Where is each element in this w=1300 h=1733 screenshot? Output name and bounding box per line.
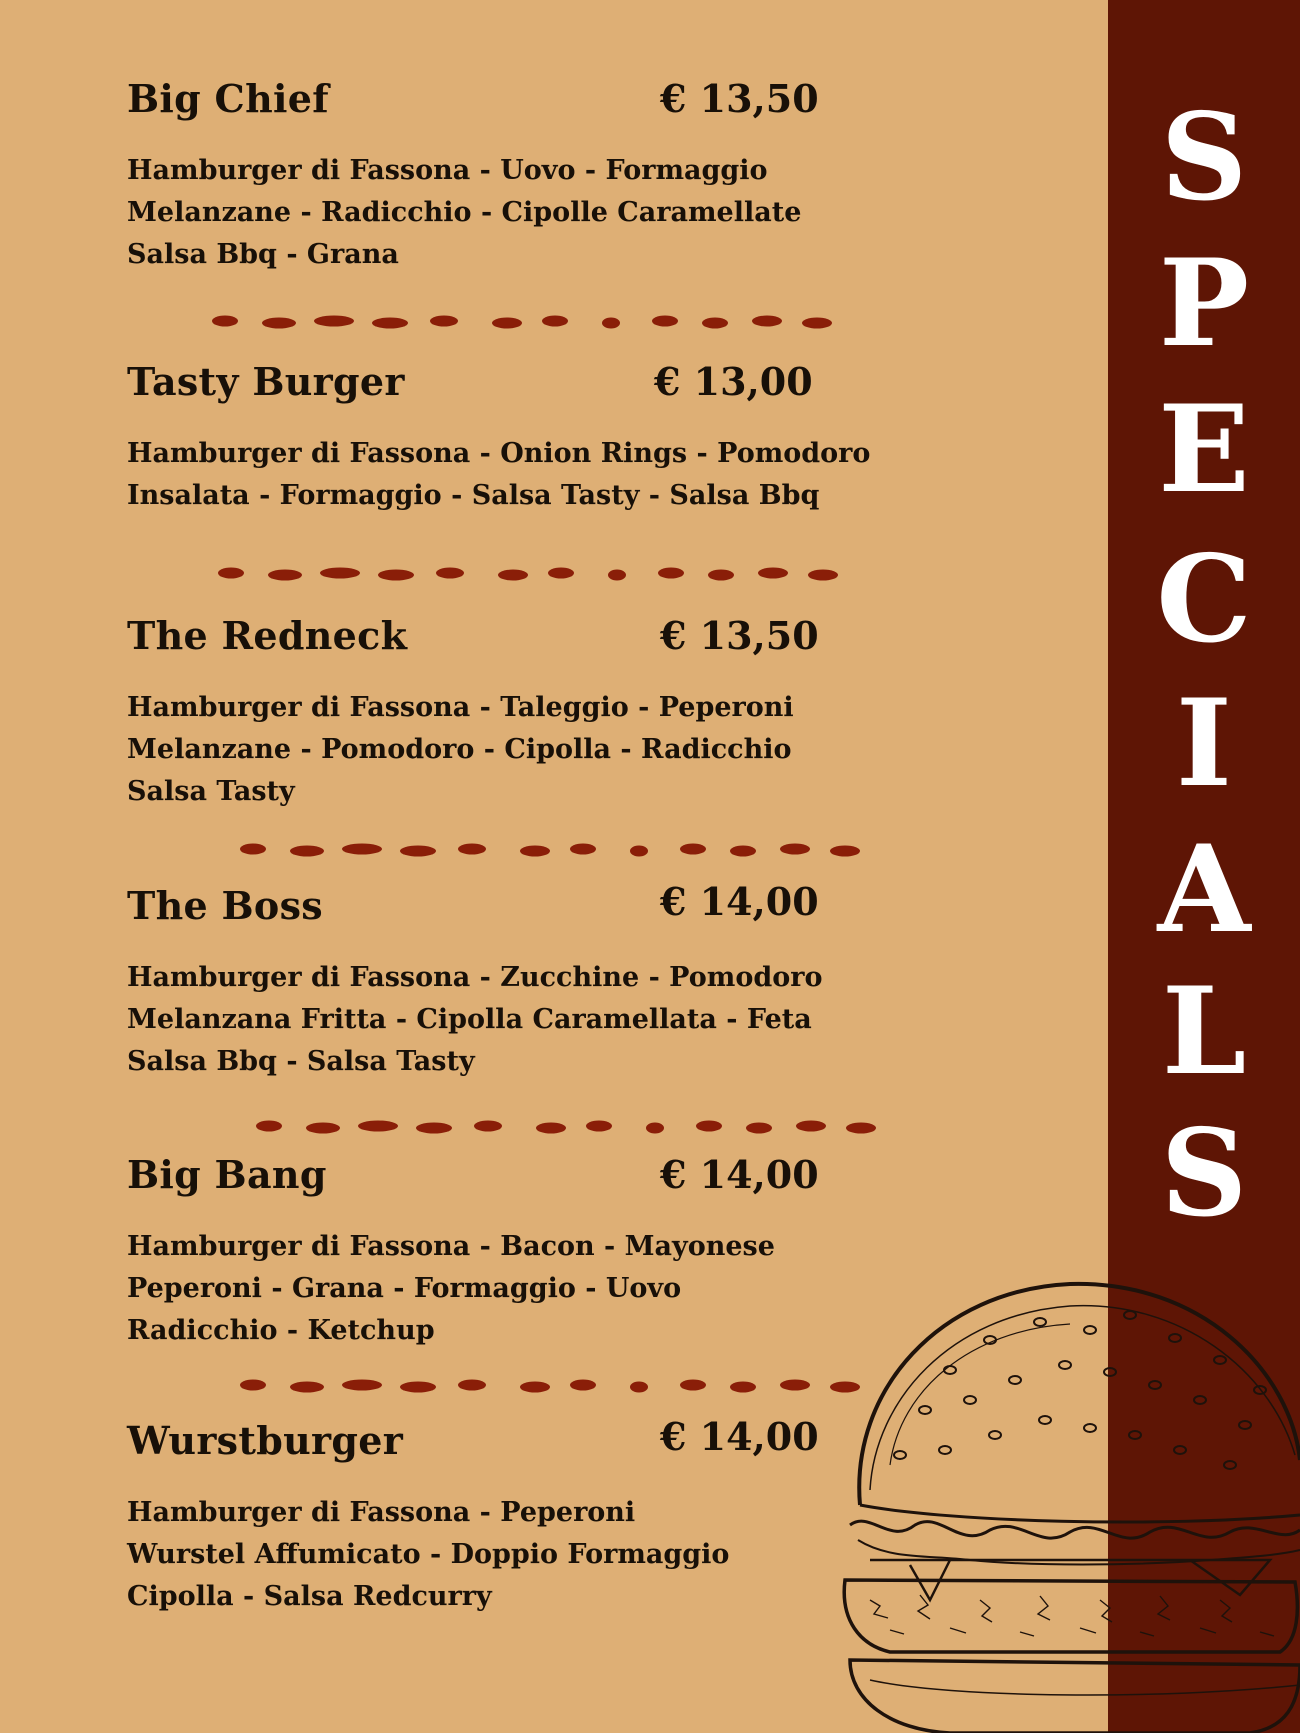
brush-dash xyxy=(780,844,810,855)
description-line: Hamburger di Fassona - Onion Rings - Pomodoro xyxy=(127,438,871,469)
brush-dash xyxy=(378,570,414,581)
description-line: Melanzane - Pomodoro - Cipolla - Radicchio xyxy=(127,734,792,765)
specials-letter: P xyxy=(1158,233,1250,374)
brush-dash xyxy=(548,568,574,579)
brush-dash xyxy=(708,570,734,581)
brush-dash xyxy=(730,1382,756,1393)
menu-item-price: € 13,50 xyxy=(660,76,819,121)
brush-dash-divider xyxy=(212,310,842,334)
brush-dash xyxy=(218,568,244,579)
brush-dash xyxy=(436,568,464,579)
description-line: Salsa Bbq - Salsa Tasty xyxy=(127,1046,475,1077)
brush-dash xyxy=(400,846,436,857)
description-line: Insalata - Formaggio - Salsa Tasty - Salsa Bbq xyxy=(127,480,820,511)
brush-dash xyxy=(498,570,528,581)
brush-dash-divider xyxy=(240,1374,870,1398)
burger-illustration-icon xyxy=(830,1260,1300,1733)
menu-item-description xyxy=(127,433,870,517)
menu-item-description xyxy=(127,687,794,813)
description-line: Melanzane - Radicchio - Cipolle Caramellate xyxy=(127,197,802,228)
brush-dash xyxy=(802,318,832,329)
brush-dash xyxy=(570,844,596,855)
brush-dash xyxy=(430,316,458,327)
brush-dash-divider xyxy=(240,838,870,862)
brush-dash xyxy=(342,844,382,855)
brush-dash xyxy=(416,1123,452,1134)
brush-dash xyxy=(680,1380,706,1391)
brush-dash xyxy=(830,846,860,857)
specials-letter: S xyxy=(1160,87,1248,228)
brush-dash xyxy=(458,844,486,855)
brush-dash xyxy=(268,570,302,581)
brush-dash xyxy=(586,1121,612,1132)
brush-dash xyxy=(358,1121,398,1132)
description-line: Melanzana Fritta - Cipolla Caramellata - Feta xyxy=(127,1004,812,1035)
brush-dash xyxy=(542,316,568,327)
specials-letter: S xyxy=(1160,1103,1248,1244)
brush-dash xyxy=(808,570,838,581)
brush-dash xyxy=(372,318,408,329)
brush-dash xyxy=(830,1382,860,1393)
description-line: Hamburger di Fassona - Peperoni xyxy=(127,1497,636,1528)
brush-dash xyxy=(796,1121,826,1132)
menu-item-price: € 14,00 xyxy=(660,879,819,924)
brush-dash xyxy=(630,846,648,857)
brush-dash xyxy=(240,1380,266,1391)
brush-dash xyxy=(846,1123,876,1134)
menu-item-name: The Redneck xyxy=(127,613,408,658)
specials-letter: A xyxy=(1157,819,1251,960)
menu-item-price: € 13,50 xyxy=(660,613,819,658)
brush-dash xyxy=(342,1380,382,1391)
menu-item-price: € 14,00 xyxy=(660,1152,819,1197)
brush-dash-divider xyxy=(218,562,848,586)
menu-item-name: The Boss xyxy=(127,883,323,928)
description-line: Radicchio - Ketchup xyxy=(127,1315,435,1346)
menu-item-name: Big Bang xyxy=(127,1152,327,1197)
specials-letter: E xyxy=(1158,379,1250,520)
menu-item-name: Wurstburger xyxy=(127,1418,404,1463)
brush-dash xyxy=(702,318,728,329)
specials-letter: I xyxy=(1175,673,1233,814)
brush-dash xyxy=(752,316,782,327)
brush-dash xyxy=(314,316,354,327)
specials-letter: C xyxy=(1156,529,1252,670)
brush-dash xyxy=(536,1123,566,1134)
brush-dash xyxy=(320,568,360,579)
menu-item-price: € 14,00 xyxy=(660,1414,819,1459)
specials-letter: L xyxy=(1161,961,1247,1102)
brush-dash xyxy=(458,1380,486,1391)
brush-dash xyxy=(306,1123,340,1134)
description-line: Salsa Tasty xyxy=(127,776,295,807)
brush-dash xyxy=(602,318,620,329)
brush-dash xyxy=(240,844,266,855)
description-line: Peperoni - Grana - Formaggio - Uovo xyxy=(127,1273,682,1304)
brush-dash xyxy=(262,318,296,329)
brush-dash-divider xyxy=(256,1115,886,1139)
menu-item-description xyxy=(127,150,801,276)
menu-item-description xyxy=(127,957,822,1083)
brush-dash xyxy=(696,1121,722,1132)
brush-dash xyxy=(400,1382,436,1393)
brush-dash xyxy=(780,1380,810,1391)
brush-dash xyxy=(492,318,522,329)
description-line: Hamburger di Fassona - Taleggio - Peperoni xyxy=(127,692,794,723)
brush-dash xyxy=(520,846,550,857)
brush-dash xyxy=(646,1123,664,1134)
description-line: Hamburger di Fassona - Uovo - Formaggio xyxy=(127,155,768,186)
brush-dash xyxy=(680,844,706,855)
description-line: Wurstel Affumicato - Doppio Formaggio xyxy=(127,1539,730,1570)
description-line: Salsa Bbq - Grana xyxy=(127,239,399,270)
brush-dash xyxy=(520,1382,550,1393)
brush-dash xyxy=(652,316,678,327)
description-line: Hamburger di Fassona - Bacon - Mayonese xyxy=(127,1231,775,1262)
brush-dash xyxy=(746,1123,772,1134)
brush-dash xyxy=(256,1121,282,1132)
menu-item-name: Big Chief xyxy=(127,76,329,121)
brush-dash xyxy=(290,1382,324,1393)
brush-dash xyxy=(630,1382,648,1393)
brush-dash xyxy=(290,846,324,857)
description-line: Cipolla - Salsa Redcurry xyxy=(127,1581,492,1612)
brush-dash xyxy=(570,1380,596,1391)
menu-item-description xyxy=(127,1492,729,1618)
brush-dash xyxy=(658,568,684,579)
brush-dash xyxy=(730,846,756,857)
description-line: Hamburger di Fassona - Zucchine - Pomodoro xyxy=(127,962,823,993)
menu-item-name: Tasty Burger xyxy=(127,359,405,404)
menu-item-price: € 13,00 xyxy=(654,359,813,404)
brush-dash xyxy=(758,568,788,579)
brush-dash xyxy=(474,1121,502,1132)
brush-dash xyxy=(212,316,238,327)
brush-dash xyxy=(608,570,626,581)
menu-item-description xyxy=(127,1226,775,1352)
